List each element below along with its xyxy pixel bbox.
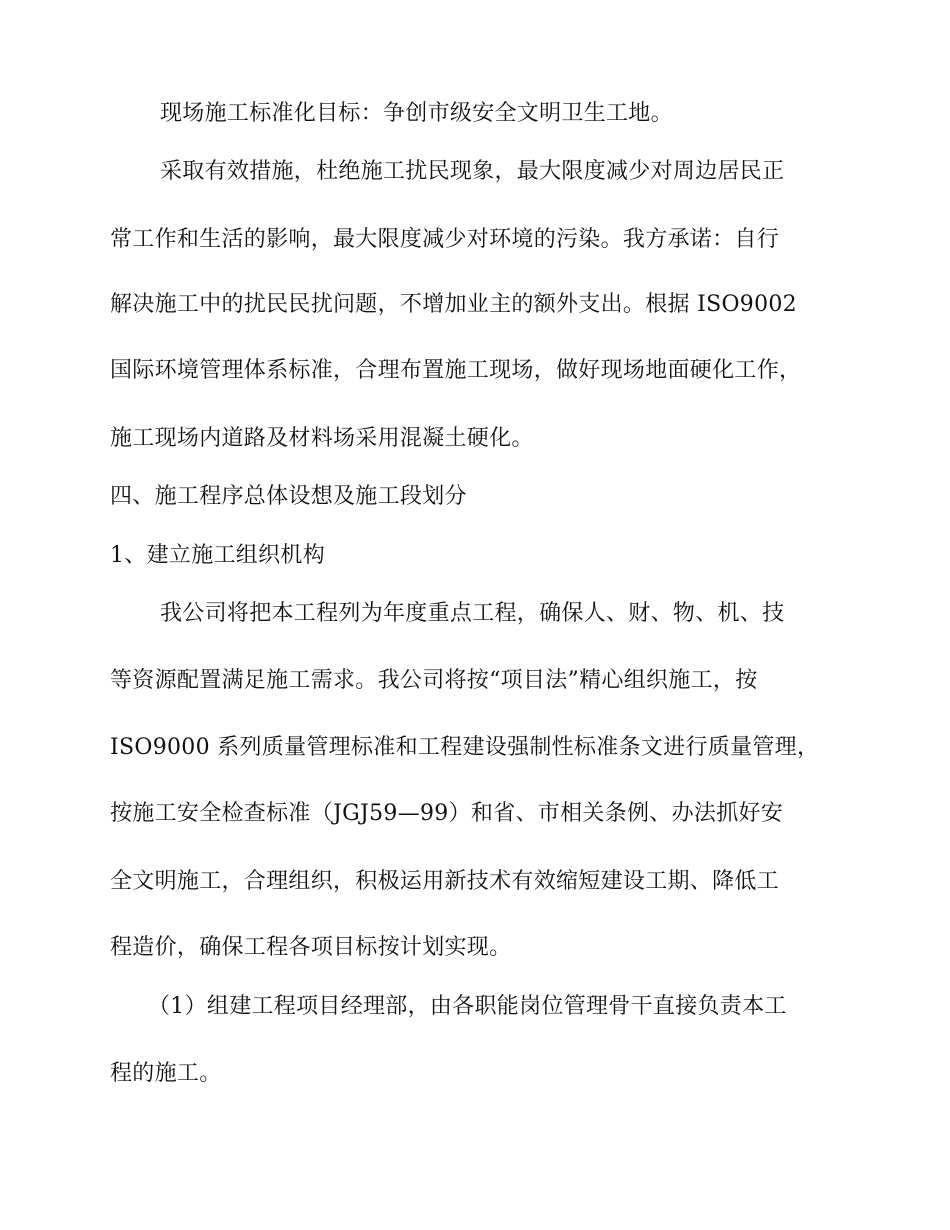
paragraph-line: 程的施工。 bbox=[110, 1061, 222, 1086]
paragraph-line: 我公司将把本工程列为年度重点工程，确保人、财、物、机、技 bbox=[160, 601, 785, 626]
paragraph-line: 程造价，确保工程各项目标按计划实现。 bbox=[110, 935, 512, 960]
paragraph-line: 施工现场内道路及材料场采用混凝土硬化。 bbox=[110, 426, 534, 451]
subsection-heading: 1、建立施工组织机构 bbox=[110, 543, 325, 568]
paragraph-line: ISO9000 系列质量管理标准和工程建设强制性标准条文进行质量管理， bbox=[110, 735, 820, 760]
paragraph-line: 等资源配置满足施工需求。我公司将按“项目法”精心组织施工，按 bbox=[110, 668, 758, 693]
paragraph-line: 国际环境管理体系标准，合理布置施工现场，做好现场地面硬化工作， bbox=[110, 358, 802, 383]
paragraph-line: 常工作和生活的影响，最大限度减少对环境的污染。我方承诺：自行 bbox=[110, 227, 780, 252]
list-item-line: （1）组建工程项目经理部，由各职能岗位管理骨干直接负责本工 bbox=[148, 994, 787, 1019]
paragraph-line: 现场施工标准化目标：争创市级安全文明卫生工地。 bbox=[160, 101, 673, 126]
paragraph-line: 全文明施工，合理组织，积极运用新技术有效缩短建设工期、降低工 bbox=[110, 869, 780, 894]
paragraph-line: 解决施工中的扰民民扰问题，不增加业主的额外支出。根据 ISO9002 bbox=[110, 292, 797, 317]
paragraph-line: 按施工安全检查标准（JGJ59—99）和省、市相关条例、办法抓好安 bbox=[110, 801, 784, 826]
section-heading: 四、施工程序总体设想及施工段划分 bbox=[110, 484, 467, 509]
paragraph-line: 采取有效措施，杜绝施工扰民现象，最大限度减少对周边居民正 bbox=[160, 159, 785, 184]
